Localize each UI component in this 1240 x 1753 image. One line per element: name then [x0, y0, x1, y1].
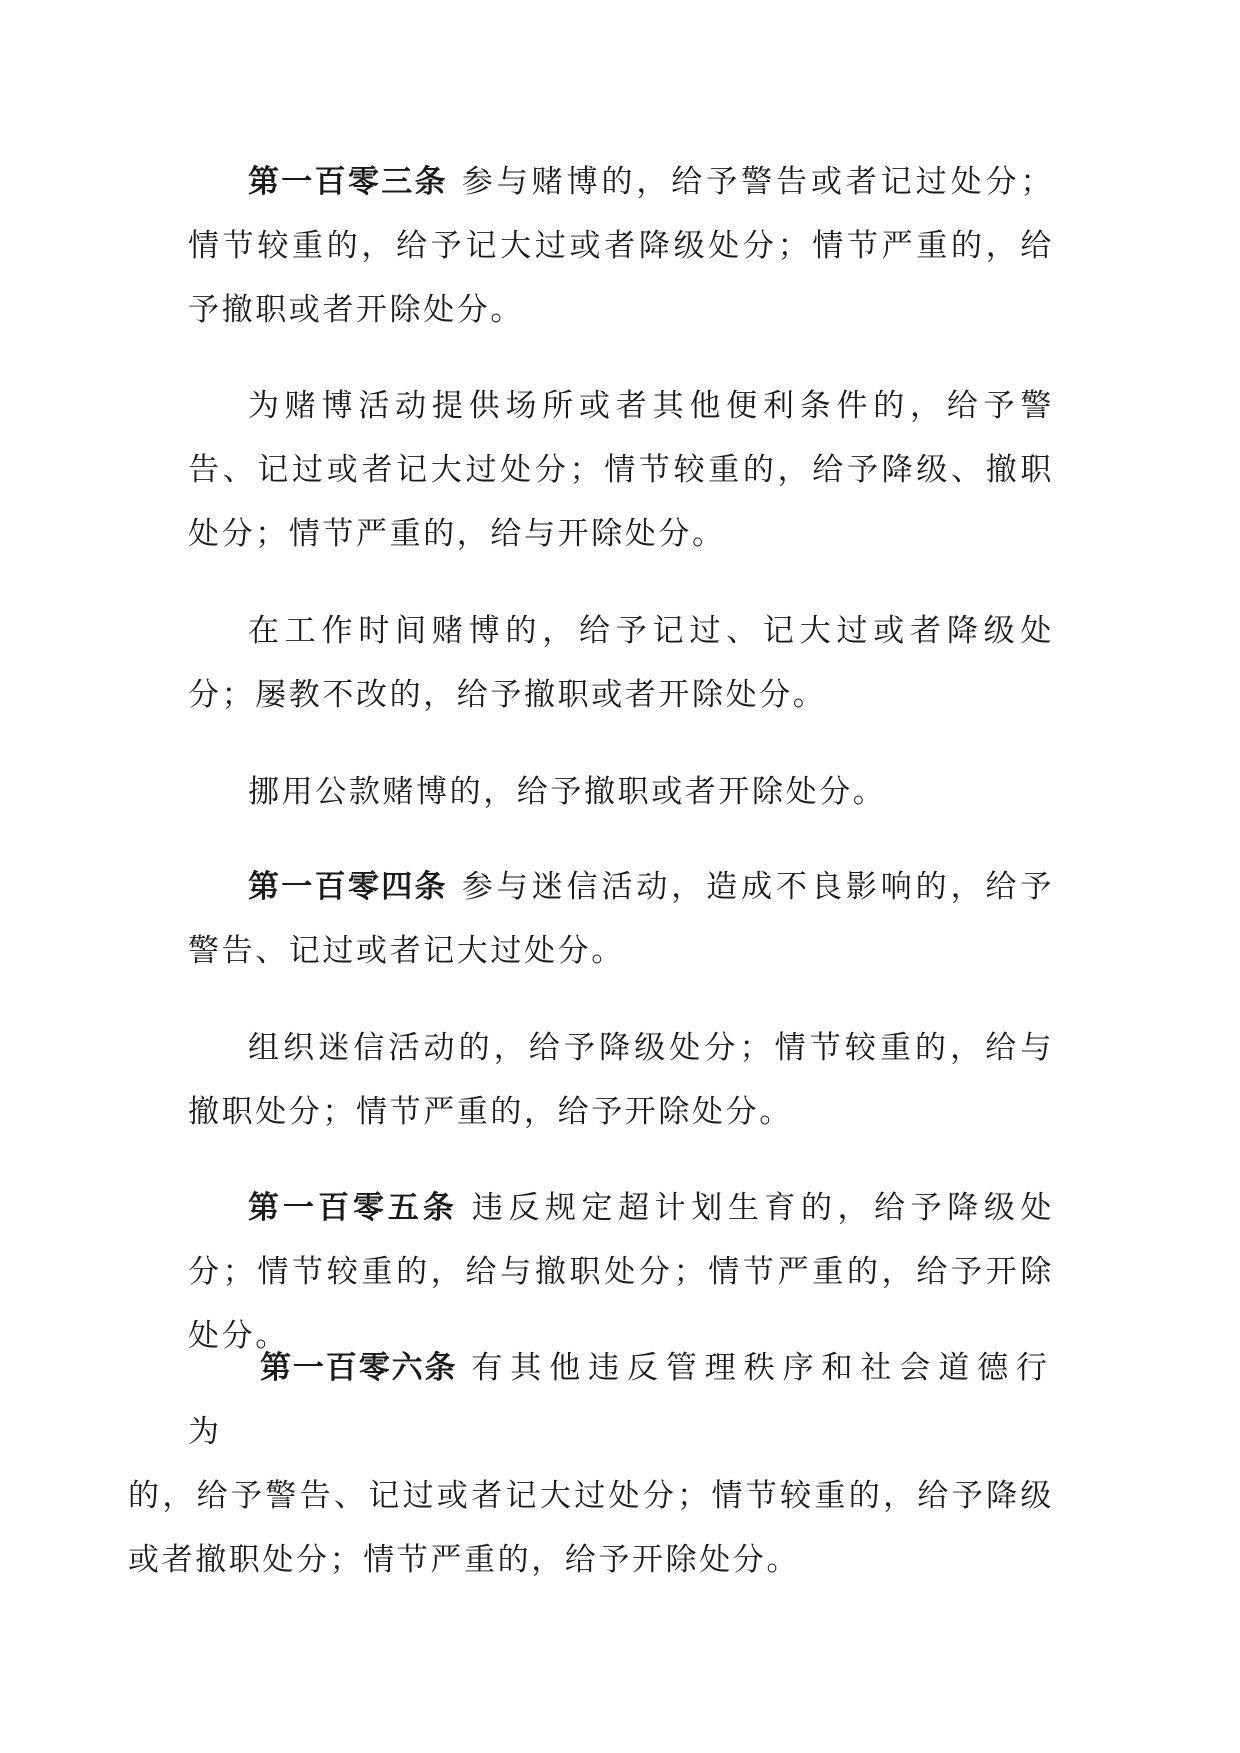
article-number: 第一百零三条 [248, 164, 448, 200]
paragraph-article-106 [128, 1336, 1055, 1592]
paragraph-article-103 [188, 150, 1054, 342]
paragraph-text: 违反规定超计划生育的，给予降级处分；情节较重的，给与撤职处分；情节严重的，给予开除处分。 [188, 1190, 1054, 1354]
paragraph-text: 参与赌博的，给予警告或者记过处分；情节较重的，给予记大过或者降级处分；情节严重的，给予撤职或者开除处分。 [188, 164, 1055, 328]
article-number: 第一百零六条 [260, 1350, 458, 1386]
paragraph-text-first-line: 有其他违反管理秩序和社会道德行为 [188, 1350, 1055, 1450]
paragraph [188, 760, 1054, 824]
paragraph-text: 挪用公款赌博的，给予撤职或者开除处分。 [248, 774, 887, 810]
paragraph-text: 为赌博活动提供场所或者其他便利条件的，给予警告、记过或者记大过处分；情节较重的，给予降级、撤职处分；情节严重的，给与开除处分。 [188, 388, 1054, 552]
paragraph-text: 组织迷信活动的，给予降级处分；情节较重的，给与撤职处分；情节严重的，给予开除处分。 [188, 1030, 1054, 1130]
article-number: 第一百零四条 [248, 869, 448, 905]
paragraph-text: 在工作时间赌博的，给予记过、记大过或者降级处分；屡教不改的，给予撤职或者开除处分。 [188, 613, 1054, 713]
article-number: 第一百零五条 [248, 1190, 458, 1226]
paragraph-text: 的，给予警告、记过或者记大过处分；情节较重的，给予降级或者撤职处分；情节严重的，给予开除处分。 [128, 1478, 1054, 1578]
paragraph-article-104 [188, 855, 1054, 983]
paragraph [188, 1016, 1054, 1144]
paragraph-text: 参与迷信活动，造成不良影响的，给予警告、记过或者记大过处分。 [188, 869, 1055, 969]
paragraph [188, 599, 1054, 727]
paragraph [188, 374, 1054, 566]
